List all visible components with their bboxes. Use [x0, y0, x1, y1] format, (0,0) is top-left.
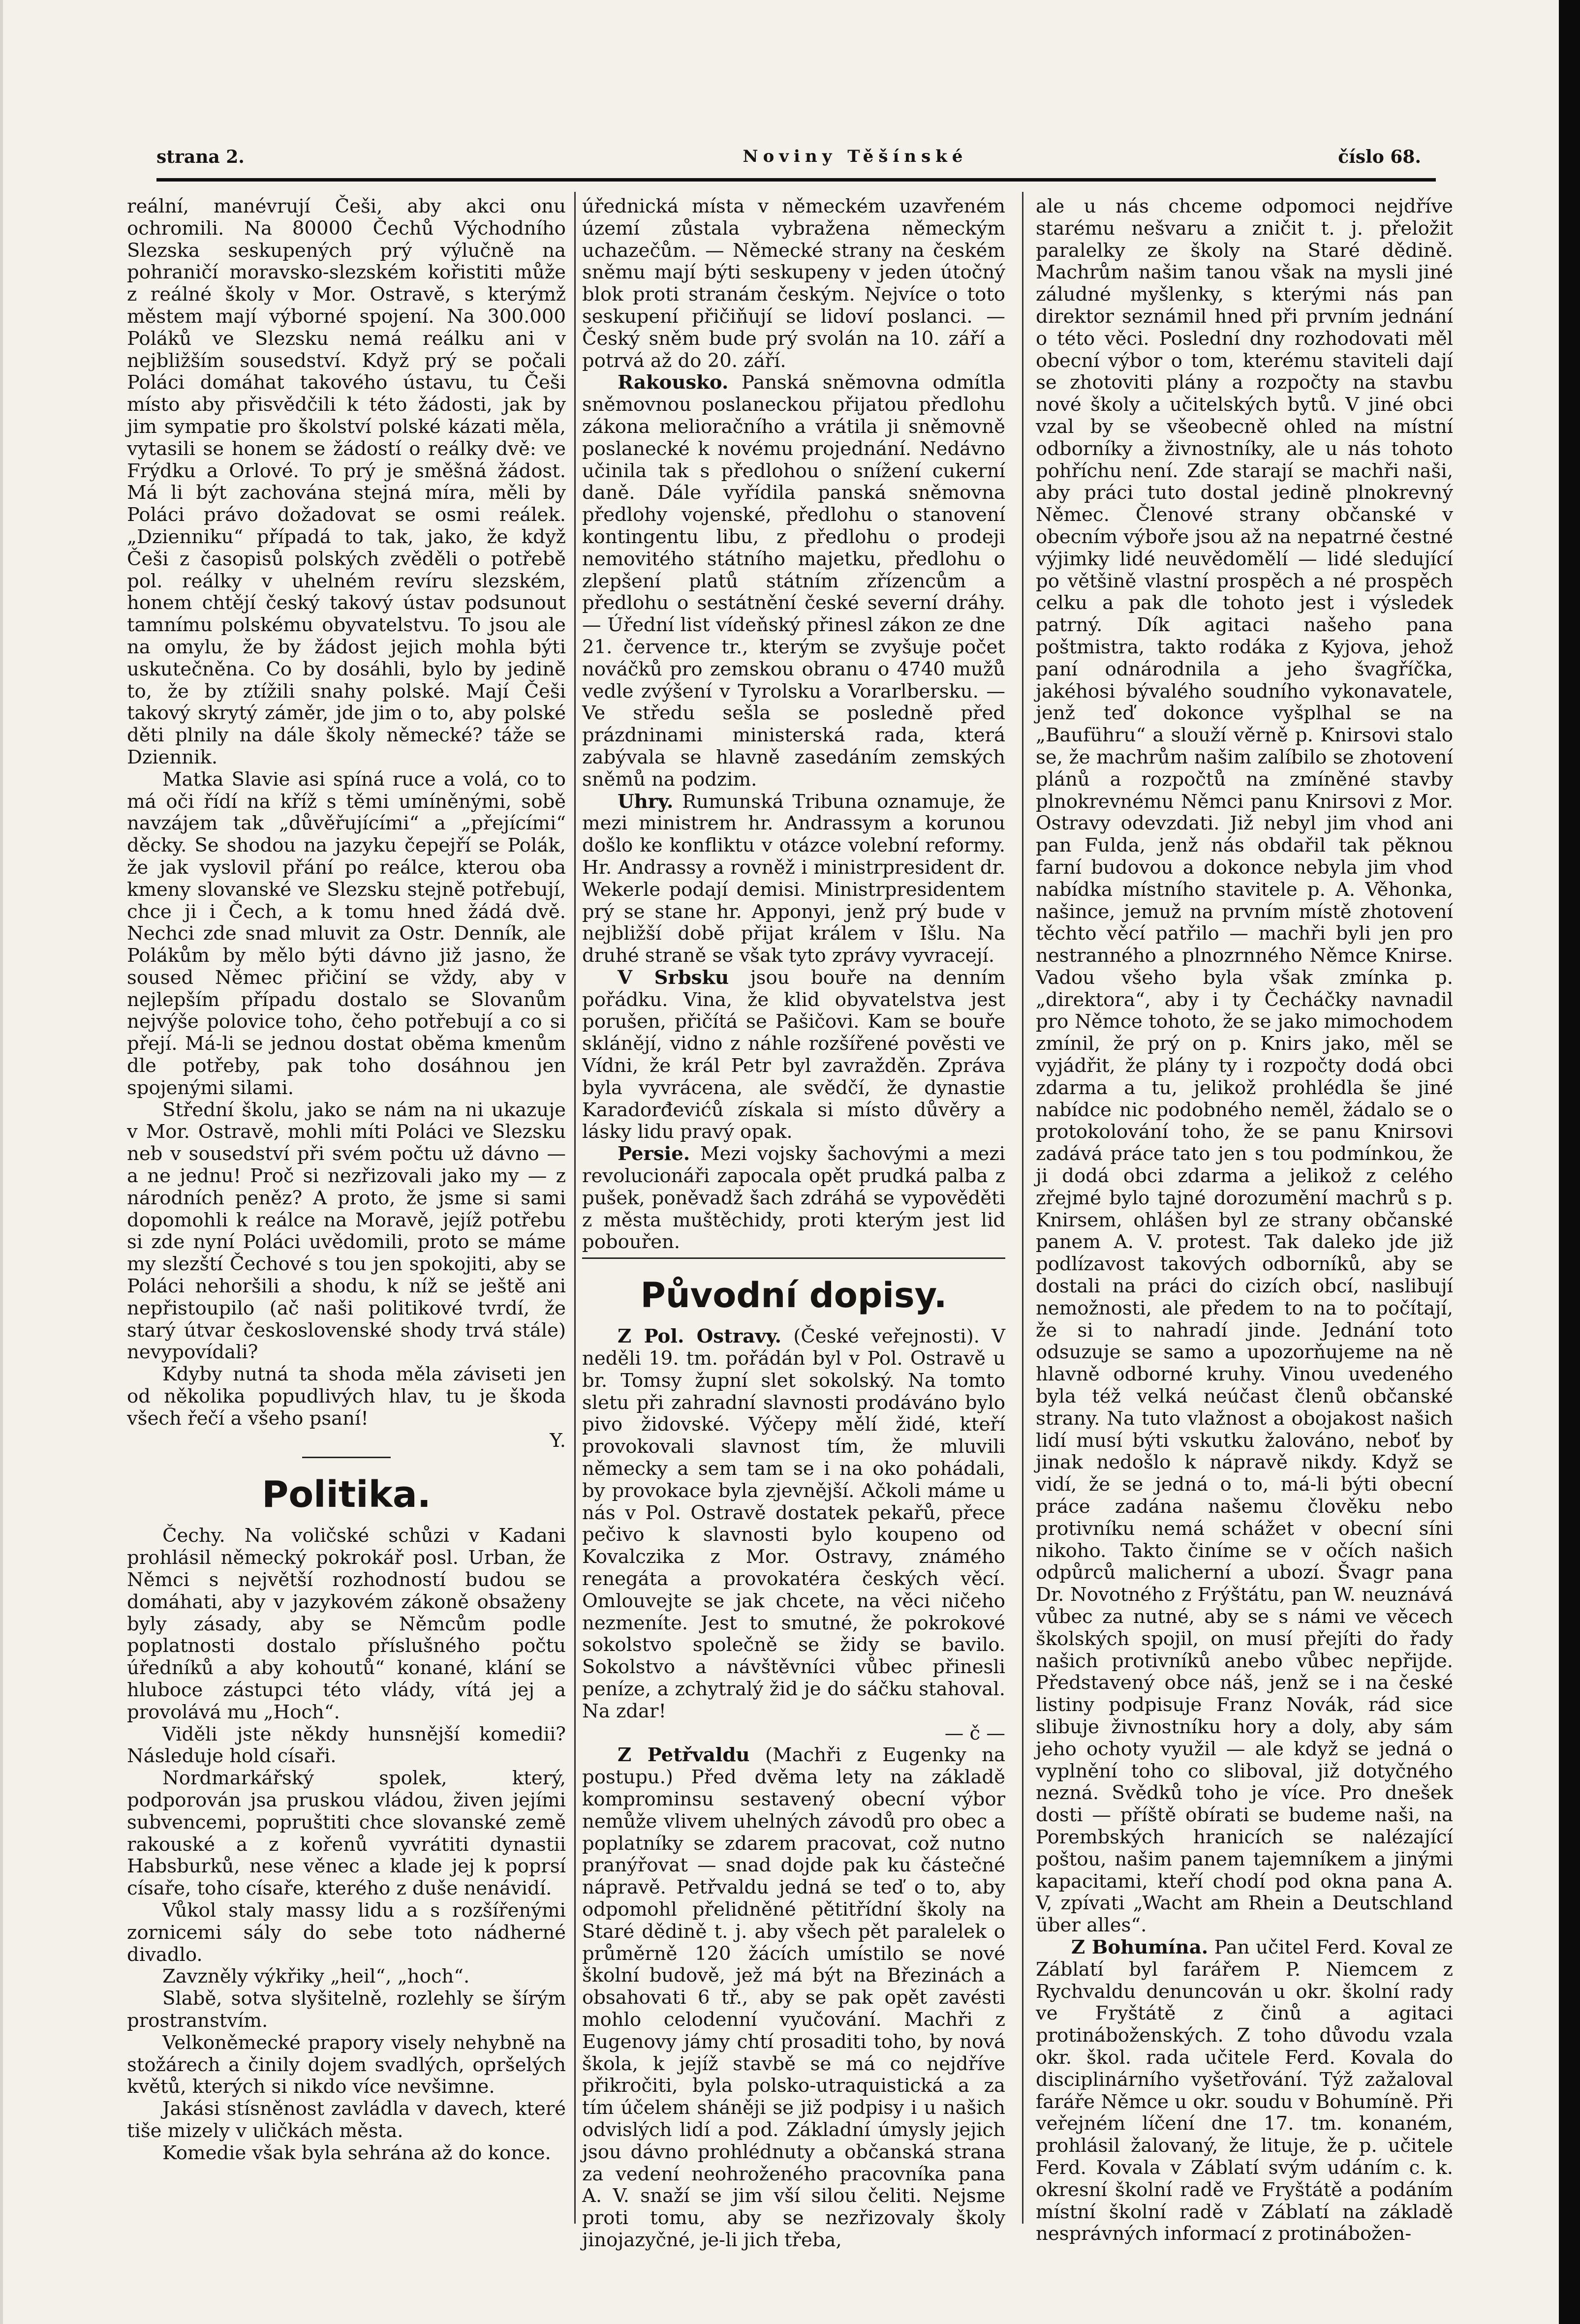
paragraph-lead: Rakousko.	[618, 371, 729, 394]
article-paragraph	[582, 372, 1005, 791]
page-edge-right	[1559, 0, 1580, 2324]
paragraph-text: (České veřejnosti). V neděli 19. tm. pořádán byl v Pol. Ostravě u br. Tomsy župní slet sokolský. Na tomto sletu při zahradní slavnosti prodáváno bylo pivo židovské. Výčepy mělí židé, kteří provokovali slavnost tím, že mluvili německy a sem tam se i na oko pohádali, by provokace byla zjevnější. Ačkoli máme u nás v Pol. Ostravě dostatek pekařů, přece pečivo k slavnosti bylo koupeno od Kovalczika z Mor. Ostravy, známého renegáta a provokatéra českých věcí. Omlouvejte se jak chcete, na věci ničeho nezmeníte. Jest to smutné, že pokrokové sokolstvo společně se židy se bavilo. Sokolstvo a návštěvníci vůbec přinesli peníze, a zchytralý žid je do sáčku stahoval. Na zdar!	[582, 1325, 1005, 1722]
article-paragraph	[582, 1744, 1005, 2251]
article-paragraph: Vůkol staly massy lidu a s rozšířenými zornicemi sály do sebe toto nádherné divadlo.	[127, 1899, 566, 1966]
article-paragraph: Kdyby nutná ta shoda měla záviseti jen od několika popudlivých hlav, tu je škoda všech řečí a všeho psaní!	[127, 1363, 566, 1430]
paragraph-text: Pan učitel Ferd. Koval ze Záblatí byl farářem P. Niemcem z Rychvaldu denuncován u okr. školní rady ve Fryštátě z činů a agitaci protináboženských. Z toho důvodu vzala okr. škol. rada učitele Ferd. Kovala do disciplinárního vyšetřování. Týž zažaloval faráře Němce u okr. soudu v Bohumíně. Při veřejném líčení dne 17. tm. konaném, prohlásil žalovaný, že lituje, že p. učitele Ferd. Kovala v Záblatí svým udáním c. k. okresní školní radě ve Fryštátě a podáním místní školní radě v Záblatí na základě nesprávných informací z protinábožen-	[1036, 1936, 1454, 2245]
article-paragraph	[582, 967, 1005, 1143]
paragraph-lead: Persie.	[618, 1143, 690, 1165]
article-paragraph: Nordmarkářský spolek, který, podporován jsa pruskou vládou, živen jejími subvencemi, popruštiti chce slovanské země rakouské a z kořenů vyvrátiti dynastii Habsburků, nese věnec a klade jej k poprsí císaře, toho císaře, kterého z duše nenávidí.	[127, 1767, 566, 1900]
section-divider	[582, 1257, 1005, 1259]
section-divider	[302, 1457, 391, 1458]
article-paragraph: Zavzněly výkřiky „heil“, „hoch“.	[162, 1965, 470, 1988]
article-paragraph	[582, 1143, 1005, 1254]
header-rule	[156, 178, 1436, 182]
article-paragraph: reální, manévrují Češi, aby akci onu ochromili. Na 80000 Čechů Východního Slezska seskupených prý výlučně na pohraničí moravsko-slezském kořistiti může z reálné školy v Mor. Ostravě, s kterýmž městem mají výborné spojení. Na 300.000 Poláků ve Slezsku nemá reálku ani v nejbližším sousedství. Když prý se počali Poláci domáhat takového ústavu, tu Češi místo aby přisvědčili k této žádosti, jak by jim sympatie pro školství polské kázati měla, vytasili se honem se žádostí o reálky dvě: ve Frýdku a Orlové. To prý je směšná žádost. Má li být zachována stejná míra, měli by Poláci právo dožadovat se osmi reálek. „Dzienniku“ případá to tak, jako, že když Češi z časopisů polských zvěděli o potřebě pol. reálky v uhelném revíru slezském, honem chtějí český takový ústav podsunout tamnímu polskému obyvatelstvu. To jsou ale na omylu, že by žádost jejich mohla býti uskutečněna. Co by dosáhli, bylo by jedině to, že by ztížili snahy polské. Mají Češi takový skrytý záměr, jde jim o to, aby polské děti plnily na dále školy německé? táže se Dziennik.	[127, 195, 566, 768]
column-divider	[574, 192, 576, 2224]
paragraph-lead: Uhry.	[618, 790, 674, 813]
article-paragraph: ale u nás chceme odpomoci nejdříve starému nešvaru a zničit t. j. přeložit paralelky ze školy na Staré dědině. Machrům našim tanou však na mysli jiné záludné myšlenky, s kterými nás pan direktor seznámil hned při prvním jednání o této věci. Poslední dny rozhodovati měl obecní výbor o tom, kterému staviteli dají se zhotoviti plány a rozpočty na stavbu nové školy a učitelských bytů. V jiné obci vzal by se všeobecně ohled na místní odborníky a živnostníky, ale u nás tohoto pohříchu není. Zde starají se machři naši, aby práci tuto dostal jedině plnokrevný Němec. Členové strany občanské v obecním výboře jsou až na nepatrné čestné výjimky lidé neuvědomělí — lidé sledující po většině vlastní prospěch a né prospěch celku a pak dle tohoto jest i výsledek patrný. Dík agitaci našeho pana poštmistra, takto rodáka z Kyjova, jehož paní odnárodnila a jeho švagříčka, jakéhosi bývalého soudního vykonavatele, jenž teď dokonce vyšplhal se na „Bauführu“ a slouží věrně p. Knirsovi stalo se, že machrům našim zalíbilo se zhotovení plánů a rozpočtů na zmíněné stavby plnokrevnému Němci panu Knirsovi z Mor. Ostravy odevzdati. Již nebyl jim vhod ani pan Fulda, jenž nás obdařil tak pěknou farní budovou a dokonce nebyla jim vhod nabídka místního stavitele p. A. Věhonka, našince, jemuž na prvním místě zhotovení těchto věcí patřilo — machři byli jen pro nestranného a plnozrnného Němce Knirse. Vadou všeho byla však zmínka p. „direktora“, aby i ty Čecháčky navnadil pro Němce tohoto, že se jako mimochodem zmínil, že prý on p. Knirs jako, měl se vyjádřit, že plány ty i rozpočty dodá obci zdarma a tu, jelikož prohlédla še jiné nabídce nic podobného neměl, žádalo se o protokolování toho, že se panu Knirsovi zadává práce tato jen s tou podmínkou, že ji dodá obci zdarma a jelikož z celého zřejmé bylo tajné dorozumění machrů s p. Knirsem, ohlášen byl ze strany občanské panem A. V. protest. Tak daleko jde již podlízavost takových odborníků, aby se dostali na práci do cizích obcí, naslibují nemožnosti, ale předem to na to počítají, že si to nahradí jinde. Jednání toto odsuzuje se samo a upozorňujeme na ně hlavně odborné kruhy. Vinou uvedeného byla též velká neúčast členů občanské strany. Na tuto vlažnost a obojakost našich lidí musí býti vskutku žalováno, neboť by jinak nedošlo k nápravě nikdy. Když se vidí, že se jedná o to, má-li býti obecní práce zadána našemu člověku nebo protivníku nemá schážet v obecní síni nikoho. Takto činíme se v očích našich odpůrců malicherní a ubozí. Švagr pana Dr. Novotného z Frýštátu, pan W. neuznává vůbec za nutné, aby se s námi ve věcech školských spojil, on musí přejíti do řady našich protivníků anebo vůbec nepřijde. Představený obce náš, jenž se i na české listiny podpisuje Franz Novák, rád sice slibuje živnostníku hory a doly, aby sám jeho ochoty využil — ale když se jedná o vyplnění toho co sliboval, již dotyčného nezná. Svědků toho je více. Pro dnešek dosti — příště obírati se budeme naši, na Porembských hranicích se nalézající poštou, našim panem tajemníkem a jinými kapacitami, kteří chodí pod okna pana A. V, zpívati „Wacht am Rhein a Deutschland über alles“.	[1036, 195, 1453, 1937]
section-title-politika: Politika.	[262, 1473, 431, 1516]
article-paragraph: Viděli jste někdy hunsnější komedii? Následuje hold císaři.	[127, 1723, 566, 1768]
article-paragraph: Střední školu, jako se nám na ni ukazuje v Mor. Ostravě, mohli míti Poláci ve Slezsku neb v sousedství při svém počtu už dávno — a ne jednu! Proč si nezřizovali jako my — z národních peněz? A proto, že jsme si sami dopomohli k reálce na Moravě, jejíž potřebu si zde nyní Poláci uvědomili, proto se máme my slezští Čechové s tou jen spokojiti, aby se Poláci nehoršili a shodu, k níž se ještě ani nepřistoupilo (ač naši politikové tvrdí, že starý útvar československé shody trvá stále) nevypovídali?	[127, 1099, 566, 1364]
article-paragraph: Matka Slavie asi spíná ruce a volá, co to má oči řídí na kříž s těmi umíněnými, sobě navzájem tak „důvěřujícími“ a „přejícími“ děcky. Se shodou na jazyku čepejří se Polák, že jak vyslovil přání po reálce, kterou oba kmeny slovanské ve Slezsku stejně potřebují, chce ji i Čech, a k tomu hned žádá dvě. Nechci zde snad mluvit za Ostr. Denník, ale Polákům by mělo býti dávno již jasno, že soused Němec přičiní se vždy, aby v nejlepším případu dostalo se Slovanům nejvýše polovice toho, čeho potřebují a co si přejí. Má-li se jednou dostat oběma kmenům dle potřeby, pak toho dosáhnou jen spojenými silami.	[127, 768, 566, 1099]
paragraph-lead: Z Pol. Ostravy.	[618, 1325, 782, 1348]
article-paragraph: Čechy. Na voličské schůzi v Kadani prohlásil německý pokrokář posl. Urban, že Němci s největší rozhodností budou se domáhati, aby v jazykovém zákoně obsaženy byly zásady, aby se Němcům podle poplatnosti dostalo příslušného počtu úředníků a aby kohoutů“ konané, klání se hluboce zástupci této vlády, vítá jej a provolává mu „Hoch“.	[127, 1525, 566, 1723]
article-paragraph: Komedie však byla sehrána až do konce.	[162, 2141, 551, 2164]
issue-number: číslo 68.	[1338, 147, 1421, 167]
paragraph-text: Rumunská Tribuna oznamuje, že mezi ministrem hr. Andrassym a korunou došlo ke konfliktu v otázce volební reformy. Hr. Andrassy a rovněž i ministrpresident dr. Wekerle podají demisi. Ministrpresidentem prý se stane hr. Apponyi, jenž prý bude v nejbližší době přijat králem v Išlu. Na druhé straně se však tyto zprávy vyvracejí.	[582, 790, 1005, 967]
section-title-dopisy: Původní dopisy.	[640, 1275, 947, 1316]
paragraph-text: Panská sněmovna odmítla sněmovnou poslaneckou přijatou předlohu zákona melioračního a vrátila ji sněmovně poslanecké k novému projednání. Nedávno učinila tak s předlohou o snížení cukerní daně. Dále vyřídila panská sněmovna předlohy vojenské, předlohu o stanovení kontingentu libu, z předlohu o prodeji nemovitého státního majetku, předlohu o zlepšení platů státním zřízencům a předlohu o sestátnění české severní dráhy. — Úřední list vídeňský přinesl zákon ze dne 21. července tr., kterým se zvyšuje počet nováčků pro zemskou obranu o 4740 mužů vedle zvýšení v Tyrolsku a Vorarlbersku. — Ve středu sešla se posledně před prázdninami ministerská rada, která zabývala se hlavně zasedáním zemských sněmů na podzim.	[582, 371, 1005, 791]
article-paragraph: Velkoněmecké prapory visely nehybně na stožárech a činily dojem svadlých, opršelých květů, kterých si nikdo více nevšimne.	[127, 2031, 566, 2098]
paragraph-lead: V Srbsku	[618, 966, 729, 989]
column-3	[1036, 196, 1453, 2245]
paragraph-text: Mezi vojsky šachovými a mezi revolucionáři zapocala opět prudká palba z pušek, poněvadž šach zdráhá se vypověděti z města muštěchidy, proti kterým jest lid pobouřen.	[582, 1143, 1005, 1254]
article-paragraph: Jakási stísněnost zavládla v davech, které tiše mizely v uličkách města.	[127, 2098, 566, 2142]
author-signature: Y.	[550, 1429, 566, 1452]
page-header	[156, 147, 1436, 172]
newspaper-title: Noviny Těšínské	[743, 147, 968, 166]
paragraph-text: (Machři z Eugenky na postupu.) Před dvěma lety na základě komprominsu sestavený obecní výbor nemůže vlivem uhelných závodů pro obec a poplatníky se zdarem pracovat, což nutno pranýřovat — snad dojde pak ku částečné nápravě. Petřvaldu jedná se teď o to, aby odpomohl přelidněné pětitřídní školy na Staré dědině t. j. aby všech pět paralelek o průměrně 120 žácích umístilo se nové školní budově, jež má být na Březinách a obsahovati 6 tř., aby se pak opět zavésti mohlo celodenní vyučování. Machři z Eugenovy jámy chtí prosaditi toho, by nová škola, k jejíž stavbě se má co nejdříve přikročiti, byla polsko-utraquistická a za tím účelem sháněji se již podpisy i u našich odvislých lidí a pod. Základní úmysly jejich jsou dávno prohlédnuty a občanská strana za vedení neohroženého pracovníka pana A. V. snaží se jim vší silou čeliti. Nejsme proti tomu, aby se nezřizovaly školy jinojazyčné, je-li jich třeba,	[582, 1744, 1005, 2251]
column-divider	[1022, 192, 1023, 2224]
column-2	[582, 196, 1005, 2252]
article-paragraph	[582, 791, 1005, 967]
paragraph-lead: Z Bohumína.	[1071, 1936, 1208, 1958]
article-paragraph	[582, 1326, 1005, 1722]
paragraph-text: jsou bouře na denním pořádku. Vina, že klid obyvatelstva jest porušen, přičítá se Pašičovi. Kam se bouře sklánějí, vidno z náhle rozšířené pověsti ve Vídni, že král Petr byl zavražděn. Zpráva byla vyvrácena, ale svědčí, že dynastie Karadorđevićů získala si místo důvěry a lásky lidu pravý opak.	[582, 966, 1005, 1143]
article-paragraph: Slabě, sotva slyšitelně, rozlehly se šírým prostranstvím.	[127, 1988, 566, 2032]
page-number-left: strana 2.	[156, 147, 245, 167]
paragraph-lead: Z Petřvaldu	[618, 1744, 750, 1767]
page-edge-left	[0, 0, 3, 2324]
article-paragraph: úřednická místa v německém uzavřeném území zůstala vybražena německým uchazečům. — Německé strany na českém sněmu mají býti seskupeny v jeden útočný blok proti stranám českým. Nejvíce o toto seskupení přičiňují se lidoví poslanci. — Český sněm bude prý svolán na 10. září a potrvá až do 20. září.	[582, 195, 1005, 372]
article-paragraph	[1036, 1937, 1453, 2245]
author-signature: — č —	[944, 1722, 1005, 1744]
column-1	[127, 196, 566, 2165]
